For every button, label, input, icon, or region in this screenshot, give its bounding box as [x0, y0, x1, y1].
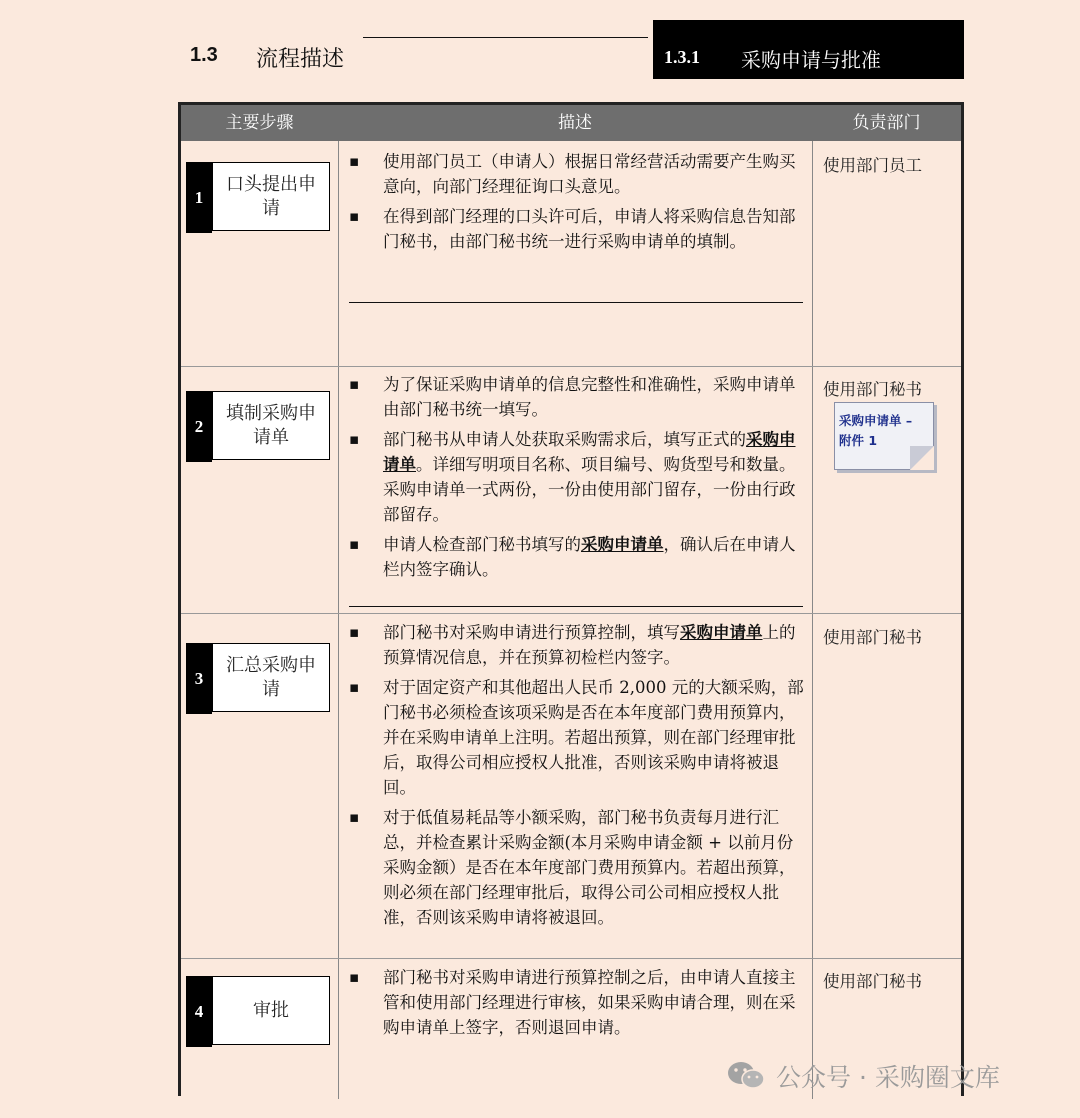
step-1-description: [349, 149, 805, 259]
table-header: [181, 105, 961, 141]
column-divider: [812, 141, 813, 1099]
department-label: 使用部门秘书: [823, 380, 922, 399]
step-2-description: [349, 372, 805, 587]
step-number: 3: [186, 643, 212, 714]
form-link: 采购申请单: [680, 623, 763, 642]
watermark: [726, 1058, 1000, 1094]
list-item: ▪ 对于固定资产和其他超出人民币 2,000 元的大额采购，部门秘书必须检查该项采购是否在本年度部门费用预算内，并在采购申请单上注明。若超出预算，则在部门经理审批后，取得公司相应授权人批准，否则该采购申请将被退回。: [349, 675, 805, 800]
section-title: 流程描述: [256, 47, 345, 72]
wechat-icon: [726, 1060, 766, 1092]
step-4: [186, 976, 332, 1047]
subsection-title: 采购申请与批准: [741, 48, 881, 72]
row-divider: [181, 613, 961, 614]
attachment-document-icon: 采购申请单 – 附件 1: [834, 402, 934, 470]
step-number: 2: [186, 391, 212, 462]
list-item: ▪ 部门秘书对采购申请进行预算控制，填写采购申请单上的预算情况信息，并在预算初检栏内签字。: [349, 620, 805, 670]
step-label: 口头提出申请: [212, 162, 330, 231]
department-label: 使用部门员工: [823, 156, 922, 175]
form-link: 采购申请单: [383, 430, 796, 474]
row-divider: [181, 366, 961, 367]
step-number: 4: [186, 976, 212, 1047]
step-4-description: [349, 965, 805, 1045]
subsection-header: [653, 20, 964, 79]
list-item: ▪ 在得到部门经理的口头许可后，申请人将采购信息告知部门秘书，由部门秘书统一进行采购申请单的填制。: [349, 204, 805, 254]
list-item: ▪ 申请人检查部门秘书填写的采购申请单，确认后在申请人栏内签字确认。: [349, 532, 805, 582]
page-fold: [910, 446, 934, 470]
header-rule: [363, 37, 648, 38]
section-separator: [349, 302, 803, 303]
step-3-description: [349, 620, 805, 935]
step-number: 1: [186, 162, 212, 233]
column-header-steps: 主要步骤: [225, 113, 294, 133]
step-label: 审批: [212, 976, 330, 1045]
process-table: [178, 102, 964, 1096]
list-item: ▪ 部门秘书对采购申请进行预算控制之后，由申请人直接主管和使用部门经理进行审核，如果采购申请合理，则在采购申请单上签字，否则退回申请。: [349, 965, 805, 1040]
department-label: 使用部门秘书: [823, 972, 922, 991]
step-1: [186, 162, 332, 233]
section-number: 1.3: [190, 44, 218, 66]
step-label: 汇总采购申请: [212, 643, 330, 712]
watermark-text: 公众号 · 采购圈文库: [776, 1063, 1000, 1092]
list-item: ▪ 对于低值易耗品等小额采购，部门秘书负责每月进行汇总，并检查累计采购金额(本月采购申请金额 + 以前月份采购金额）是否在本年度部门费用预算内。若超出预算，则必须在部门经理审批后，取得公司公司相应授权人批准，否则该采购申请将被退回。: [349, 805, 805, 930]
list-item: ▪ 部门秘书从申请人处获取采购需求后，填写正式的采购申请单。详细写明项目名称、项目编号、购货型号和数量。采购申请单一式两份，一份由使用部门留存，一份由行政部留存。: [349, 427, 805, 527]
row-divider: [181, 958, 961, 959]
column-header-department: 负责部门: [852, 113, 921, 133]
step-3: [186, 643, 332, 714]
subsection-number: 1.3.1: [664, 47, 700, 67]
step-label: 填制采购申请单: [212, 391, 330, 460]
list-item: ▪ 为了保证采购申请单的信息完整性和准确性，采购申请单由部门秘书统一填写。: [349, 372, 805, 422]
list-item: ▪ 使用部门员工（申请人）根据日常经营活动需要产生购买意向，向部门经理征询口头意见。: [349, 149, 805, 199]
column-divider: [338, 141, 339, 1099]
section-separator: [349, 606, 803, 607]
department-label: 使用部门秘书: [823, 628, 922, 647]
column-header-description: 描述: [558, 113, 592, 133]
form-link: 采购申请单: [581, 535, 664, 554]
step-2: [186, 391, 332, 462]
